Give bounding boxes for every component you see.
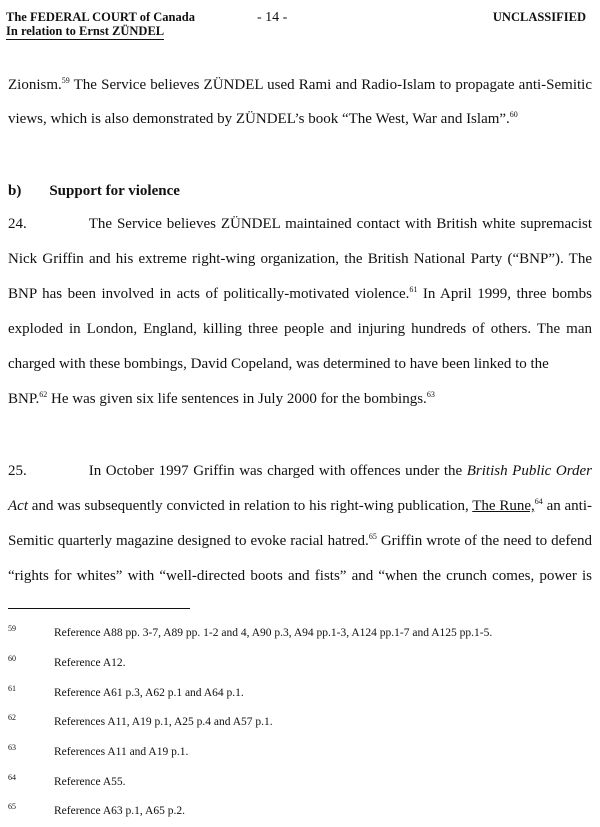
section-heading (8, 182, 180, 200)
footnote-ref: 64 (534, 497, 543, 506)
paragraph-line: charged with these bombings, David Copeland, was determined to have been linked to the (8, 356, 549, 372)
paragraph-line: exploded in London, England, killing three people and injuring hundreds of others. The man (8, 321, 592, 337)
footnote-ref: 65 (368, 532, 377, 541)
section-letter: b) (8, 183, 22, 199)
paragraph-line: “rights for whites” with “well-directed boots and fists” and “when the crunch comes, power is (8, 568, 592, 584)
section-title: Support for violence (49, 183, 180, 199)
paragraph-line: Semitic quarterly magazine designed to evoke racial hatred.$^{65}$ Griffin wrote of the need to defend (8, 532, 592, 549)
paragraph-line: Zionism.$^{59}$ The Service believes ZÜNDEL used Rami and Radio-Islam to propagate anti-Semitic (8, 76, 592, 93)
paragraph-line: views, which is also demonstrated by ZÜNDEL’s book “The West, War and Islam”.$^{60}$ (8, 110, 518, 127)
footnote-ref: 63 (426, 390, 435, 399)
paragraph-line: 24. The Service believes ZÜNDEL maintained contact with British white supremacist (8, 216, 592, 232)
header-relation: In relation to Ernst ZÜNDEL (6, 24, 165, 38)
paragraph-line: Nick Griffin and his extreme right-wing organization, the British National Party (“BNP”). The (8, 251, 592, 267)
footnote-ref: 60 (509, 110, 518, 119)
paragraph-line: 25. In October 1997 Griffin was charged with offences under the British Public Order (8, 463, 592, 479)
paragraph-line: Act and was subsequently convicted in relation to his right-wing publication, The Rune,$^{64}$ an anti- (8, 497, 593, 514)
paragraph-line: BNP.$^{62}$ He was given six life sentences in July 2000 for the bombings.$^{63}$ (8, 390, 435, 407)
header-court: The FEDERAL COURT of Canada (6, 10, 195, 24)
paragraph-number: 24. (8, 216, 27, 232)
footnote-ref: 59 (61, 76, 70, 85)
page-number: - 14 - (257, 10, 288, 25)
classification-label: UNCLASSIFIED (492, 10, 586, 24)
paragraph-line: BNP has been involved in acts of politically-motivated violence.$^{61}$ In April 1999, three bombs (8, 285, 592, 302)
footnote-separator (8, 608, 190, 609)
footnote-ref: 61 (409, 285, 418, 294)
paragraph-number: 25. (8, 463, 27, 479)
footnote-ref: 62 (39, 390, 48, 399)
